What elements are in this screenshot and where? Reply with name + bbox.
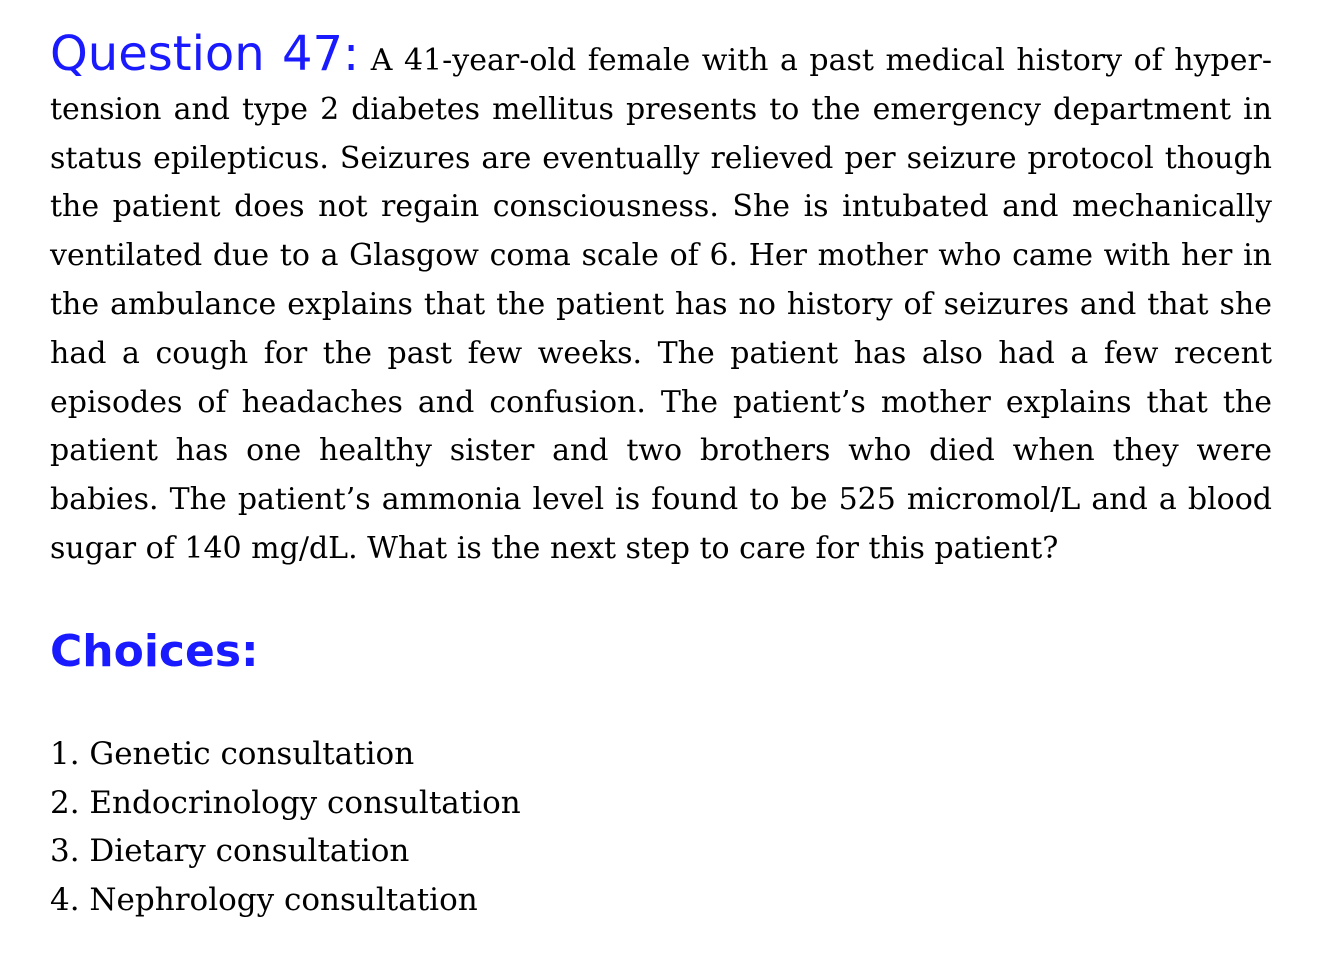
question-block xyxy=(50,26,1272,574)
choices-heading: Choices: xyxy=(50,626,259,677)
question-page xyxy=(50,26,1272,918)
choice-item-2: 2. Endocrinology consultation xyxy=(50,784,521,821)
question-text: A 41-year-old female with a past medical history of hypertension and type 2 diabetes mellitus presents to the emergency department in status epilepticus. Seizures are eventually relieved per seizure protocol though the patient does not regain consciousness. She is intubated and mechanically ventilated due to a Glasgow coma scale of 6. Her mother who came with her in the ambulance explains that the patient has no history of seizures and that she had a cough for the past few weeks. The patient has also had a few recent episodes of headaches and confusion. The patient’s mother explains that the patient has one healthy sister and two brothers who died when they were babies. The patient’s ammonia level is found to be 525 micromol/L and a blood sugar of 140 mg/dL. What is the next step to care for this patient? xyxy=(50,43,1272,566)
choice-item-1: 1. Genetic consultation xyxy=(50,736,415,772)
question-label: Question 47: xyxy=(50,26,360,82)
choice-item-4: 4. Nephrology consultation xyxy=(50,881,478,918)
choices-list xyxy=(50,730,521,924)
choice-item-3: 3. Dietary consultation xyxy=(50,833,410,870)
